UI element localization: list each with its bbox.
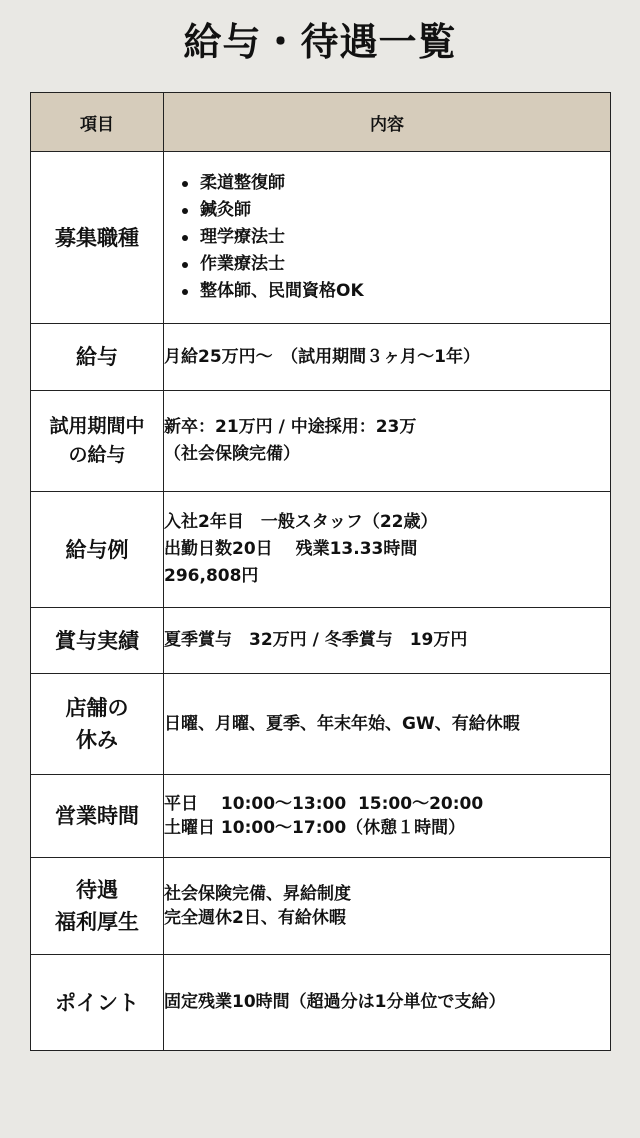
header-item: 項目 [31,93,164,152]
row-label-salary-example: 給与例 [31,492,164,608]
content-line: 完全週休2日、有給休暇 [164,908,346,928]
list-item: 整体師、民間資格OK [200,278,610,305]
row-content-salary [164,324,611,391]
content-line: 新卒：21万円 / 中途採用：23万 [164,417,417,437]
table-row [31,324,611,391]
list-item: 鍼灸師 [200,197,610,224]
content-line: 固定残業10時間（超過分は1分単位で支給） [164,992,506,1012]
label-line: 試用期間中 [49,415,145,437]
row-label-bonus: 賞与実績 [31,608,164,674]
content-line: 296,808円 [164,566,259,586]
row-label-benefits [31,858,164,955]
table-row [31,391,611,492]
row-content-trial-salary [164,391,611,492]
content-line: 入社2年目 一般スタッフ（22歳） [164,512,438,532]
label-line: 店舗の [65,696,129,720]
content-line: 平日 10:00～13:00 15:00～20:00 [164,794,484,814]
content-line: 月給25万円～ （試用期間３ヶ月～1年） [164,346,480,367]
label-line: 休み [76,728,118,752]
content-line: 社会保険完備、昇給制度 [164,884,351,904]
row-content-holidays [164,674,611,775]
content-line: 日曜、月曜、夏季、年末年始、GW、有給休暇 [164,713,520,734]
table-row [31,608,611,674]
table-row [31,858,611,955]
page-title: 給与・待遇一覧 [183,20,457,64]
list-item: 理学療法士 [200,224,610,251]
row-label-salary: 給与 [31,324,164,391]
row-label-points: ポイント [31,955,164,1051]
content-line: 夏季賞与 32万円 / 冬季賞与 19万円 [164,630,468,650]
info-table [30,92,611,1051]
row-label-trial-salary [31,391,164,492]
row-content-points [164,955,611,1051]
label-line: の給与 [68,444,126,466]
label-line: 福利厚生 [55,910,139,934]
row-label-business-hours: 営業時間 [31,775,164,858]
table-row [31,955,611,1051]
row-label-job-types: 募集職種 [31,152,164,324]
row-label-holidays [31,674,164,775]
content-line: （社会保険完備） [164,444,300,464]
table-row [31,492,611,608]
row-content-business-hours [164,775,611,858]
label-line: 待遇 [76,878,118,902]
list-item: 柔道整復師 [200,170,610,197]
row-content-job-types [164,152,611,324]
table-header-row [31,93,611,152]
row-content-salary-example [164,492,611,608]
job-type-list [164,170,610,305]
table-row [31,674,611,775]
row-content-benefits [164,858,611,955]
table-row [31,152,611,324]
row-content-bonus [164,608,611,674]
list-item: 作業療法士 [200,251,610,278]
header-content: 内容 [164,93,611,152]
content-line: 土曜日 10:00～17:00（休憩１時間） [164,818,466,838]
table-row [31,775,611,858]
content-line: 出勤日数20日 残業13.33時間 [164,539,418,559]
